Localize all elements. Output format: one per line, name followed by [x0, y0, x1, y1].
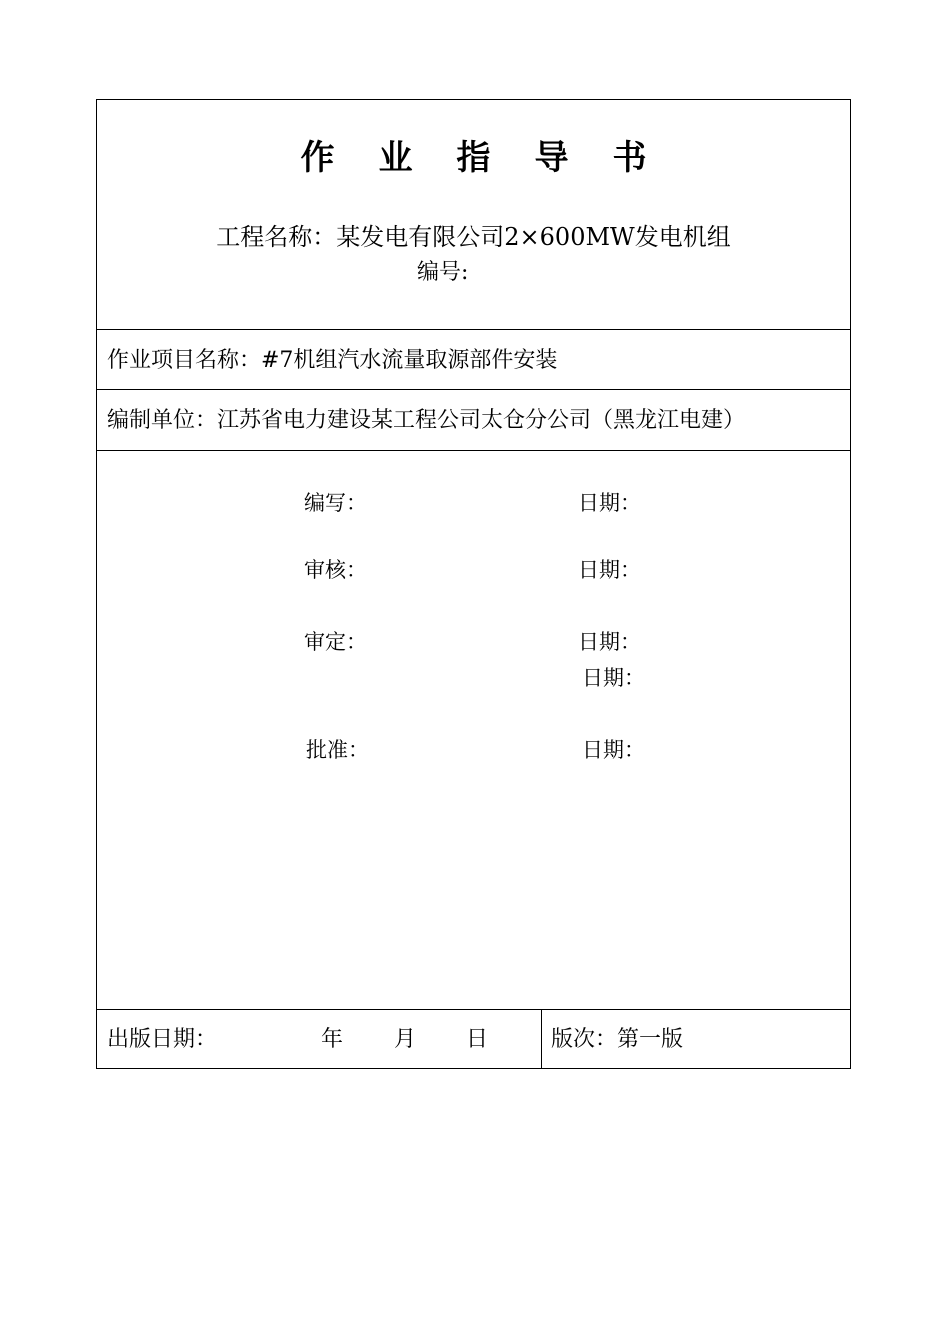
- publish-day-label: 日: [466, 1027, 489, 1052]
- publish-year-label: 年: [321, 1027, 344, 1052]
- instruction-cover-form: [96, 99, 851, 1069]
- extra-date-label: 日期：: [582, 666, 645, 690]
- publish-month-label: 月: [394, 1027, 417, 1052]
- ratified-by-label: 批准：: [306, 738, 369, 762]
- title-char: 导: [534, 138, 569, 178]
- work-item-row: [97, 330, 850, 390]
- publish-date-cell: [97, 1010, 542, 1068]
- title-char: 指: [456, 138, 491, 178]
- reviewed-date-label: 日期：: [578, 558, 641, 582]
- publish-date-label: 出版日期：: [107, 1027, 218, 1052]
- title-char: 业: [378, 138, 413, 178]
- header-section: [97, 100, 850, 330]
- approved-by-label: 审定：: [304, 630, 367, 654]
- edition-label: 版次：第一版: [551, 1027, 684, 1052]
- written-date-label: 日期：: [578, 491, 641, 515]
- work-item-name: 作业项目名称：#7机组汽水流量取源部件安装: [107, 348, 558, 373]
- footer-row: [97, 1010, 850, 1068]
- reviewed-by-label: 审核：: [304, 558, 367, 582]
- title-char: 书: [612, 138, 647, 178]
- written-by-label: 编写：: [304, 491, 367, 515]
- document-number-label: 编号:: [417, 260, 469, 285]
- title-char: 作: [300, 138, 335, 178]
- project-name: 工程名称：某发电有限公司2×600MW发电机组: [216, 223, 731, 251]
- document-title: [97, 130, 850, 179]
- signature-section: [97, 451, 850, 1010]
- ratified-date-label: 日期：: [582, 738, 645, 762]
- approved-date-label: 日期：: [578, 630, 641, 654]
- compiling-unit: 编制单位：江苏省电力建设某工程公司太仓分公司（黑龙江电建）: [107, 408, 746, 433]
- compiling-unit-row: [97, 390, 850, 451]
